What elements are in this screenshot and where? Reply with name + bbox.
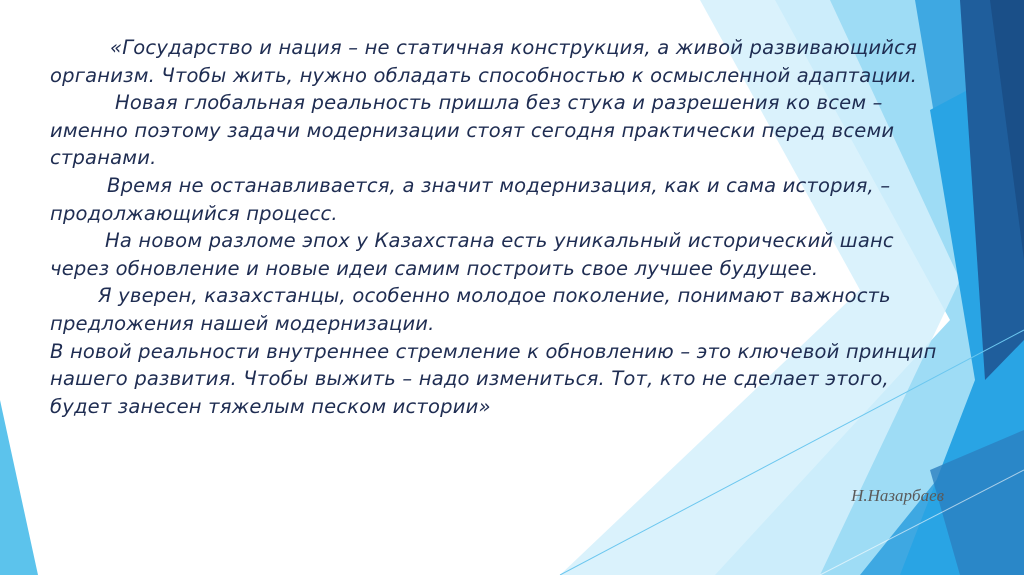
quote-paragraph-4: На новом разломе эпох у Казахстана есть уникальный исторический шанс через обновление и новые идеи самим построить свое лучшее будущее.: [50, 229, 894, 280]
quote-author: Н.Назарбаев: [851, 486, 944, 505]
quote-paragraph-5: Я уверен, казахстанцы, особенно молодое поколение, понимают важность предложения нашей модернизации.: [50, 284, 891, 335]
quote-paragraph-1: «Государство и нация – не статичная конструкция, а живой развивающийся организм. Чтобы жить, нужно обладать способностью к осмысленной адаптации.: [50, 36, 918, 87]
quote-paragraph-2: Новая глобальная реальность пришла без стука и разрешения ко всем – именно поэтому задачи модернизации стоят сегодня практически перед всеми странами.: [50, 91, 895, 170]
quote-paragraph-6: В новой реальности внутреннее стремление к обновлению – это ключевой принцип нашего развития. Чтобы выжить – надо измениться. Тот, кто не сделает этого, будет занесен тяжелым песком истории»: [50, 339, 937, 418]
left-accent-shape: [0, 400, 38, 575]
quote-text: [50, 34, 950, 420]
quote-paragraph-3: Время не останавливается, а значит модернизация, как и сама история, – продолжающийся процесс.: [50, 173, 891, 225]
